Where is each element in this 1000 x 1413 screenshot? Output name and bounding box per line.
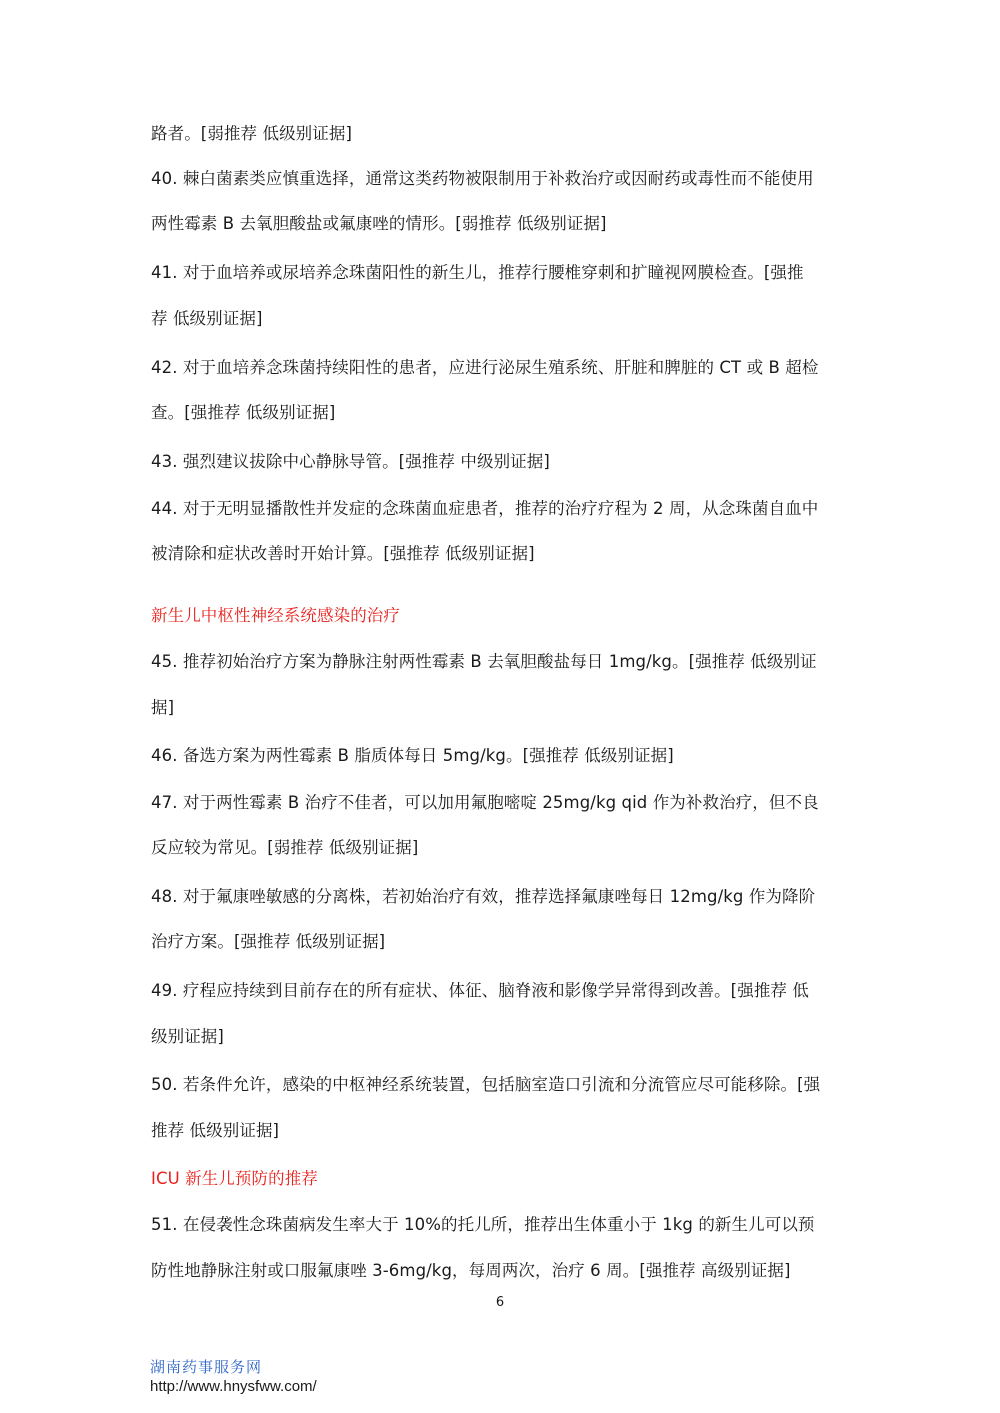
recommendation-49-line: 49. 疗程应持续到目前存在的所有症状、体征、脑脊液和影像学异常得到改善。[强推荐 低 xyxy=(151,981,809,1000)
text-line: 查。[强推荐 低级别证据] xyxy=(151,403,336,422)
section-heading-icu-prophylaxis: ICU 新生儿预防的推荐 xyxy=(151,1169,318,1188)
text-line: 级别证据] xyxy=(151,1027,224,1046)
recommendation-42-line: 42. 对于血培养念珠菌持续阳性的患者，应进行泌尿生殖系统、肝脏和脾脏的 CT 或 B 超检 xyxy=(151,358,819,377)
recommendation-44-line: 44. 对于无明显播散性并发症的念珠菌血症患者，推荐的治疗疗程为 2 周，从念珠菌自血中 xyxy=(151,499,819,518)
recommendation-45-line: 45. 推荐初始治疗方案为静脉注射两性霉素 B 去氧胆酸盐每日 1mg/kg。[强推荐 低级别证 xyxy=(151,652,817,671)
text-line: 防性地静脉注射或口服氟康唑 3-6mg/kg，每周两次，治疗 6 周。[强推荐 高级别证据] xyxy=(151,1261,791,1280)
footer-url-link[interactable]: http://www.hnysfww.com/ xyxy=(150,1378,317,1395)
text-line: 据] xyxy=(151,698,175,717)
footer-site-name: 湖南药事服务网 xyxy=(150,1358,263,1376)
recommendation-41-line: 41. 对于血培养或尿培养念珠菌阳性的新生儿，推荐行腰椎穿刺和扩瞳视网膜检查。[强推 xyxy=(151,263,804,282)
recommendation-40-line: 40. 棘白菌素类应慎重选择，通常这类药物被限制用于补救治疗或因耐药或毒性而不能使用 xyxy=(151,169,814,188)
recommendation-47-line: 47. 对于两性霉素 B 治疗不佳者，可以加用氟胞嘧啶 25mg/kg qid 作为补救治疗，但不良 xyxy=(151,793,819,812)
recommendation-46-line: 46. 备选方案为两性霉素 B 脂质体每日 5mg/kg。[强推荐 低级别证据] xyxy=(151,746,674,765)
recommendation-51-line: 51. 在侵袭性念珠菌病发生率大于 10%的托儿所，推荐出生体重小于 1kg 的新生儿可以预 xyxy=(151,1215,815,1234)
page-number: 6 xyxy=(495,1295,505,1310)
text-line: 治疗方案。[强推荐 低级别证据] xyxy=(151,932,386,951)
recommendation-48-line: 48. 对于氟康唑敏感的分离株，若初始治疗有效，推荐选择氟康唑每日 12mg/kg 作为降阶 xyxy=(151,887,816,906)
recommendation-43-line: 43. 强烈建议拔除中心静脉导管。[强推荐 中级别证据] xyxy=(151,452,550,471)
text-line: 路者。[弱推荐 低级别证据] xyxy=(151,124,353,143)
text-line: 两性霉素 B 去氧胆酸盐或氟康唑的情形。[弱推荐 低级别证据] xyxy=(151,214,607,233)
text-line: 推荐 低级别证据] xyxy=(151,1121,280,1140)
section-heading-neonatal-cns: 新生儿中枢性神经系统感染的治疗 xyxy=(151,606,400,625)
text-line: 反应较为常见。[弱推荐 低级别证据] xyxy=(151,838,419,857)
text-line: 荐 低级别证据] xyxy=(151,309,263,328)
recommendation-50-line: 50. 若条件允许，感染的中枢神经系统装置，包括脑室造口引流和分流管应尽可能移除。[强 xyxy=(151,1075,821,1094)
text-line: 被清除和症状改善时开始计算。[强推荐 低级别证据] xyxy=(151,544,535,563)
